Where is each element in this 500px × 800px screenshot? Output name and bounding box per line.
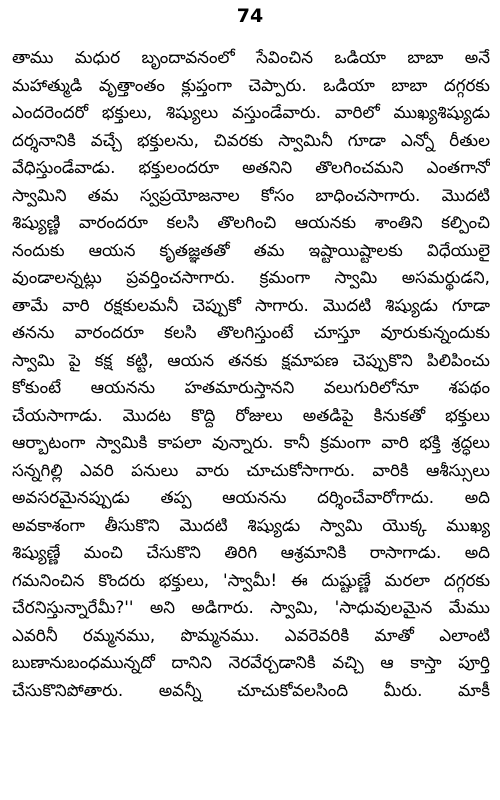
text-line: ఎందరెందరో భక్తులు, శిష్యులు వస్తుండేవారు. వారిలో ముఖ్యశిష్యుడు xyxy=(12,102,490,122)
text-line: తామే వారి రక్షకులమనీ చెప్పుకో సాగారు. మొదటి శిష్యుడు గూడా xyxy=(12,294,490,315)
text-line: స్వామి పై కక్ష కట్టి, ఆయన తనకు క్షమాపణ చెప్పుకొని పిలిపించు xyxy=(12,349,490,370)
text-line: శిష్యుణ్ణే మంచి చేసుకొని తిరిగి ఆశ్రమానికి రాసాగాడు. అది xyxy=(12,542,490,562)
text-line: స్వామిని తమ స్వప్రయోజనాల కోసం బాధించసాగారు. మొదటి xyxy=(12,184,490,205)
text-line: సన్నగిల్లి ఎవరి పనులు వారు చూచుకోసాగారు. వారికి ఆశీస్సులు xyxy=(12,459,490,480)
text-line: వేధిస్తుండేవాడు. భక్తులందరూ అతనిని తొలగించమని ఎంతగానో xyxy=(12,157,490,177)
page-number: 74 xyxy=(236,5,264,27)
text-line: తాము మధుర బృందావనంలో సేవించిన ఒడియా బాబా అనే xyxy=(12,47,490,67)
text-line: దర్శనానికి వచ్చే భక్తులను, చివరకు స్వామినీ గూడా ఎన్నో రీతుల xyxy=(12,129,490,150)
text-line: వుండాలన్నట్లు ప్రవర్తించసాగారు. క్రమంగా స్వామి అసమర్థుడని, xyxy=(12,267,490,287)
text-line: గమనించిన కొందరు భక్తులు, 'స్వామీ! ఈ దుష్టుణ్ణే మరలా దగ్గరకు xyxy=(12,569,490,590)
text-line: తనను వారందరూ కలసి తొలగిస్తుంటే చూస్తూ వూరుకున్నందుకు xyxy=(12,322,490,342)
text-line: చేసుకొనిపోతారు. అవన్నీ చూచుకోవలసింది మీరు. మాకీ xyxy=(12,679,490,700)
text-line: శిష్యుణ్ణి వారందరూ కలసి తొలగించి ఆయనకు శాంతిని కల్పించి xyxy=(12,212,490,232)
text-line: అవకాశంగా తీసుకొని మొదటి శిష్యుడు స్వామి యొక్క ముఖ్య xyxy=(12,514,490,535)
text-line: బుణానుబంధమున్నదో దానిని నెరవేర్చడానికి వచ్చి ఆ కాస్తా పూర్తి xyxy=(12,652,490,672)
body-text xyxy=(12,44,490,704)
text-line: ఆర్బాటంగా స్వామికి కాపలా వున్నారు. కానీ క్రమంగా వారి భక్తి శ్రద్ధలు xyxy=(12,432,490,452)
text-line: మహాత్ముడి వృత్తాంతం క్లుప్తంగా చెప్పారు. ఒడియా బాబా దగ్గరకు xyxy=(12,74,490,95)
text-line: ఎవరినీ రమ్మనము, పొమ్మనము. ఎవరెవరికి మాతో ఎలాంటి xyxy=(12,624,490,645)
text-line: కోకుంటే ఆయనను హతమారుస్తానని వలుగురిలోనూ శపథం xyxy=(12,377,490,397)
text-line: అవసరమైనప్పుడు తప్ప ఆయనను దర్శించేవారోగాదు. అది xyxy=(12,487,490,507)
text-line: చేరనిస్తున్నారేమీ?'' అని అడిగారు. స్వామి, 'సాధువులమైన మేము xyxy=(12,597,490,617)
text-line: చేయసాగాడు. మొదట కొద్ది రోజులు అతడిపై కినుకతో భక్తులు xyxy=(12,404,490,425)
text-line: నందుకు ఆయన కృతజ్ఞతతో తమ ఇష్టాయిష్టాలకు విధేయులై xyxy=(12,239,490,260)
